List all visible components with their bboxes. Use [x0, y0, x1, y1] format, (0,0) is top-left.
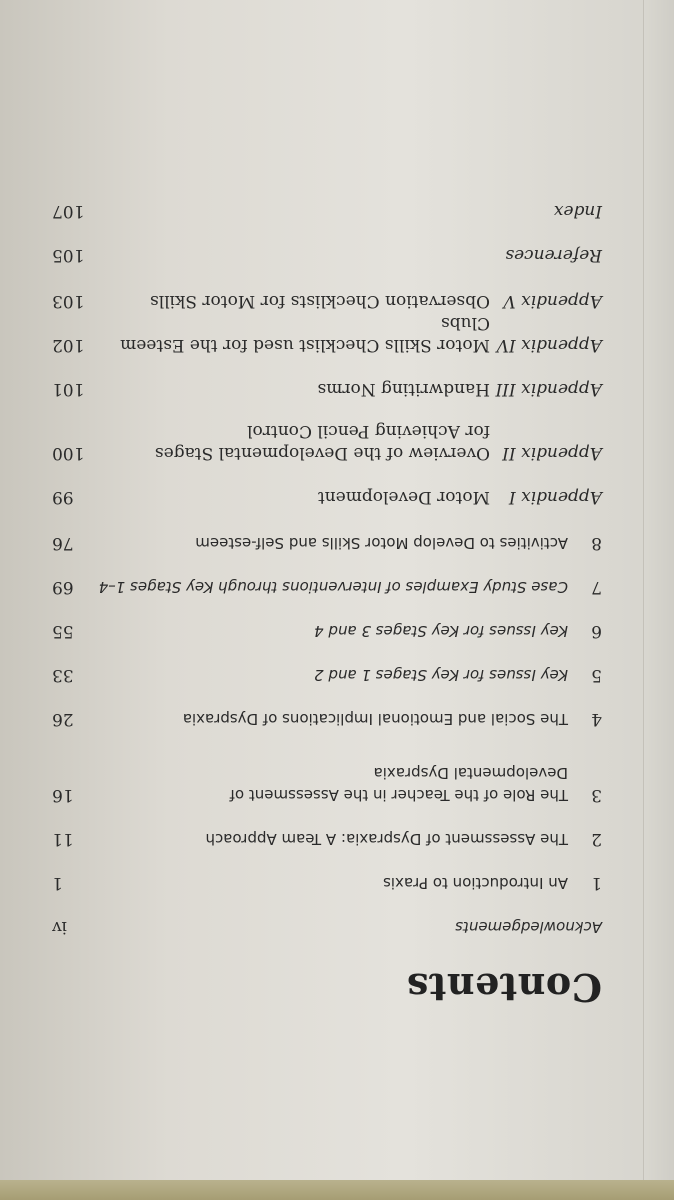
toc-entry — [52, 378, 602, 400]
toc-entry — [52, 762, 602, 806]
toc-entry-page: 26 — [52, 709, 74, 729]
toc-entry-page: 1 — [52, 873, 63, 893]
toc-entry-title: The Assessment of Dyspraxia: A Team Approach — [205, 830, 568, 848]
toc-entry-page: iv — [52, 917, 68, 937]
toc-entry-page: 11 — [52, 829, 74, 849]
toc-entry-page: 101 — [52, 379, 85, 399]
toc-entry-page: 55 — [52, 621, 74, 641]
toc-entry — [52, 312, 602, 356]
toc-appendix-label: Appendix III — [495, 379, 602, 399]
toc-entry-number: 8 — [591, 533, 602, 553]
toc-entry-number: 4 — [591, 709, 602, 729]
toc-entry — [52, 708, 602, 730]
toc-entry — [52, 290, 602, 312]
toc-entry-page: 105 — [52, 245, 85, 265]
toc-entry-title: Motor Skills Checklist used for the Esteem Clubs — [120, 313, 490, 355]
toc-entry-number: 7 — [591, 577, 602, 597]
toc-entry-title: Handwriting Norms — [317, 379, 490, 399]
toc-appendix-label: Appendix I — [508, 487, 602, 507]
toc-entry-title: Acknowledgements — [455, 918, 602, 936]
toc-entry-number: 1 — [591, 873, 602, 893]
toc-entry-title: An Introduction to Praxis — [383, 874, 568, 892]
toc-entry-page: 76 — [52, 533, 74, 553]
toc-entry-page: 102 — [52, 335, 85, 355]
toc-entry — [52, 486, 602, 508]
toc-entry-title: Key Issues for Key Stages 1 and 2 — [314, 666, 568, 684]
toc-entry-title: The Role of the Teacher in the Assessment of Developmental Dyspraxia — [229, 764, 568, 804]
toc-entry-number: 5 — [591, 665, 602, 685]
toc-entry-title: Case Study Examples of Interventions through Key Stages 1–4 — [98, 578, 568, 596]
toc-entry — [52, 664, 602, 686]
toc-entry-title: The Social and Emotional Implications of Dyspraxia — [182, 710, 568, 728]
toc-entry-title: Motor Development — [317, 487, 490, 507]
toc-entry-page: 33 — [52, 665, 74, 685]
toc-entry-page: 107 — [52, 201, 85, 221]
toc-entry — [52, 532, 602, 554]
toc-appendix-label: Appendix II — [502, 443, 602, 463]
toc-entry — [52, 420, 602, 464]
toc-entry-title: Key Issues for Key Stages 3 and 4 — [314, 622, 568, 640]
toc-entry — [52, 916, 602, 938]
toc-entry-title: References — [505, 245, 602, 265]
toc-entry — [52, 244, 602, 266]
toc-entry-number: 6 — [591, 621, 602, 641]
toc-entry-page: 99 — [52, 487, 74, 507]
toc-entry-page: 16 — [52, 785, 74, 805]
page-title: Contents — [406, 965, 602, 1010]
toc-entry — [52, 828, 602, 850]
toc-entry-number: 3 — [591, 785, 602, 805]
toc-appendix-label: Appendix V — [503, 291, 602, 311]
toc-entry-title: Index — [553, 201, 602, 221]
toc-entry-title: Activities to Develop Motor Skills and Self-esteem — [195, 534, 568, 552]
toc-entry-page: 103 — [52, 291, 85, 311]
toc-entry — [52, 576, 602, 598]
toc-entry-number: 2 — [591, 829, 602, 849]
toc-entry-title: Overview of the Developmental Stages for Achieving Pencil Control — [154, 421, 490, 463]
toc-entry-page: 69 — [52, 577, 74, 597]
toc-entry-title: Observation Checklists for Motor Skills — [150, 291, 490, 311]
toc-entry — [52, 872, 602, 894]
toc-entry — [52, 620, 602, 642]
toc-entry-page: 100 — [52, 443, 85, 463]
toc-entry — [52, 200, 602, 222]
toc-appendix-label: Appendix IV — [496, 335, 602, 355]
